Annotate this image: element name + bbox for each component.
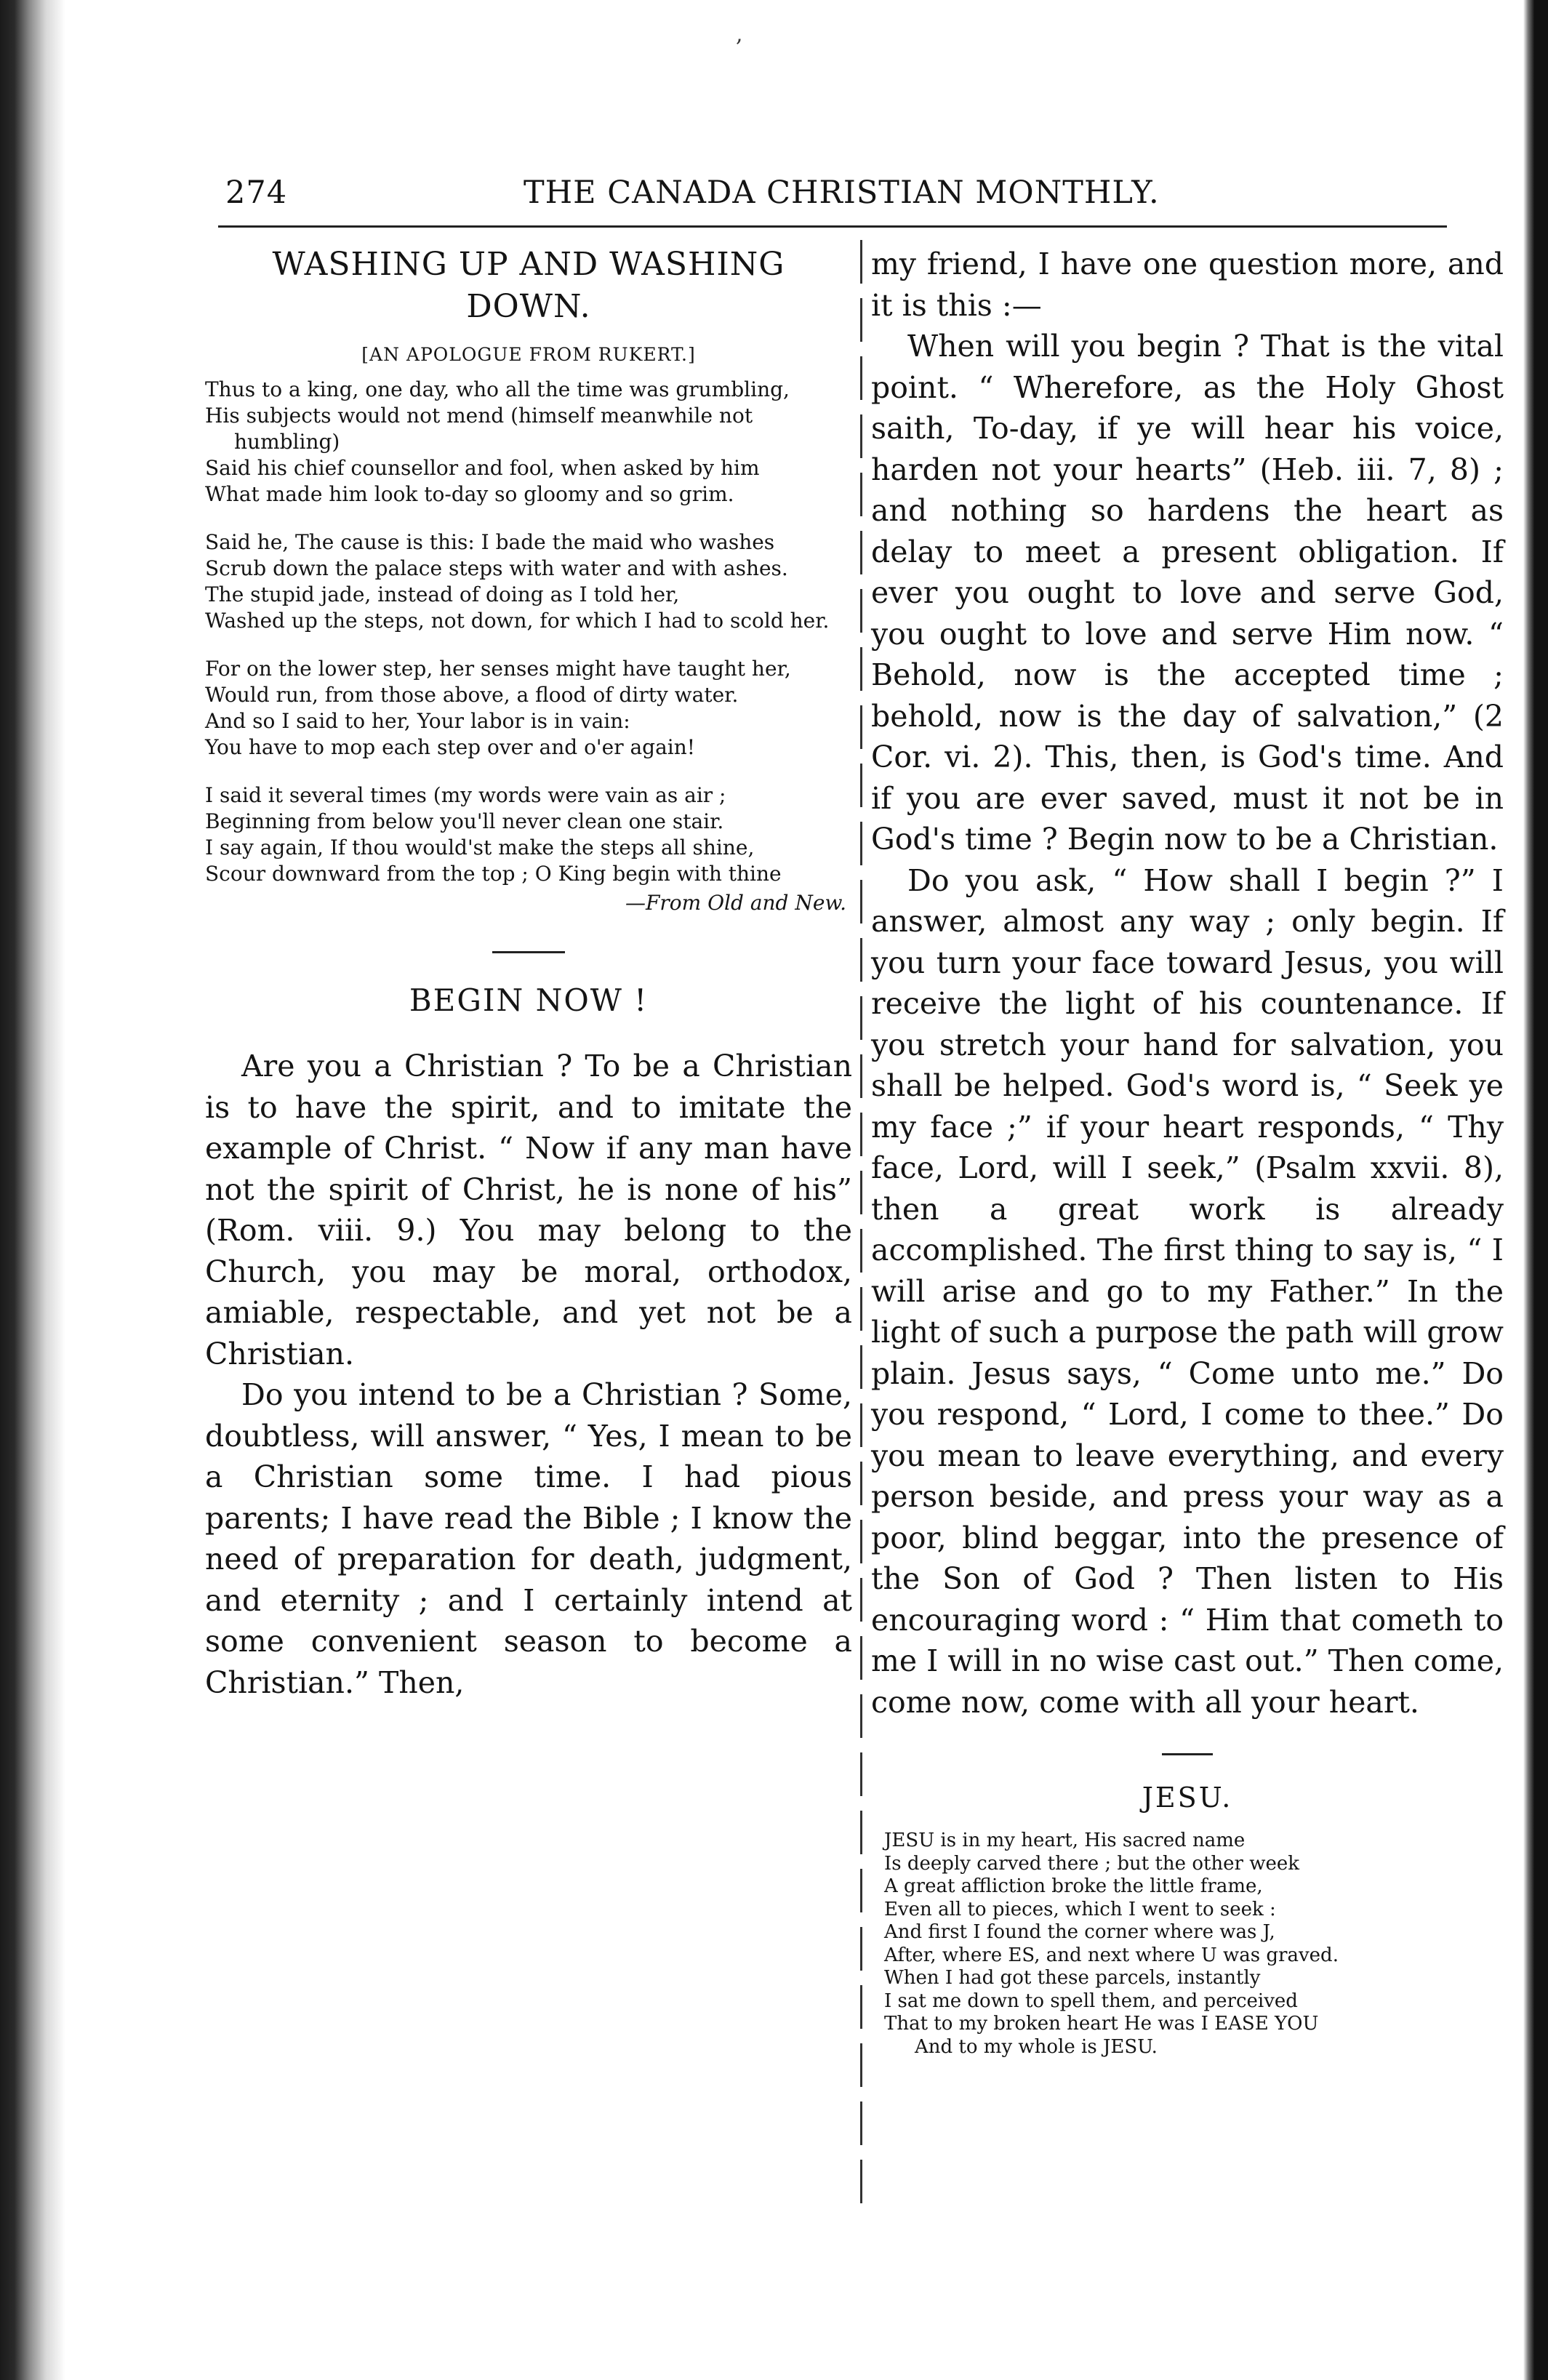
poem-line: What made him look to-day so gloomy and so grim.: [205, 482, 734, 506]
book-binding-shadow: [0, 0, 65, 2380]
right-column: [871, 244, 1504, 2059]
article-paragraph: Do you ask, “ How shall I begin ?” I answer, almost any way ; only begin. If you turn your face toward Jesus, you will receive the light of his countenance. If you stretch your hand for salvation, you shall be helped. God's word is, “ Seek ye my face ;” if your heart responds, “ Thy face, Lord, will I seek,” (Psalm xxvii. 8), then a great work is already accomplished. The first thing to say is, “ I will arise and go to my Father.” In the light of such a purpose the path will grow plain. Jesus says, “ Come unto me.” Do you respond, “ Lord, I come to thee.” Do you mean to leave everything, and every person beside, and press your way as a poor, blind beggar, into the presence of the Son of God ? Then listen to His encouraging word : “ Him that cometh to me I will in no wise cast out.” Then come, come now, come with all your heart.: [871, 862, 1504, 1720]
running-title: THE CANADA CHRISTIAN MONTHLY.: [524, 175, 1160, 211]
left-column: [205, 244, 852, 1703]
jesu-line: A great affliction broke the little frame,: [884, 1875, 1263, 1897]
poem-subtitle: [AN APOLOGUE FROM RUKERT.]: [361, 344, 696, 365]
poem-attribution: —From Old and New.: [625, 891, 846, 915]
poem-stanza-3: [205, 656, 852, 761]
jesu-line: Even all to pieces, which I went to seek :: [884, 1898, 1276, 1920]
poem-title: WASHING UP AND WASHING DOWN.: [272, 246, 785, 325]
stray-mark: ,: [736, 22, 743, 47]
poem-line: Washed up the steps, not down, for which I had to scold her.: [205, 609, 830, 633]
poem-line: His subjects would not mend (himself meanwhile not humbling): [205, 404, 753, 454]
poem-line: You have to mop each step over and o'er again!: [205, 735, 696, 759]
page-header: [225, 175, 1243, 218]
poem-line: The stupid jade, instead of doing as I told her,: [205, 582, 680, 606]
poem-line: I said it several times (my words were vain as air ;: [205, 783, 726, 807]
poem-line: Thus to a king, one day, who all the time was grumbling,: [205, 377, 790, 401]
jesu-line: And first I found the corner where was J,: [884, 1921, 1275, 1943]
poem-line: Would run, from those above, a flood of dirty water.: [205, 683, 739, 707]
header-rule: [218, 225, 1447, 228]
section-separator: [492, 951, 565, 953]
poem-line: I say again, If thou would'st make the steps all shine,: [205, 836, 755, 860]
jesu-title: JESU.: [1142, 1782, 1233, 1814]
page-number: 274: [225, 175, 288, 211]
poem-line: Beginning from below you'll never clean one stair.: [205, 809, 724, 833]
jesu-line: And to my whole is JESU.: [915, 2035, 1158, 2058]
article-title: BEGIN NOW !: [409, 982, 649, 1018]
poem-line: And so I said to her, Your labor is in vain:: [205, 709, 630, 733]
jesu-poem: [871, 1830, 1504, 2059]
article-paragraph: Are you a Christian ? To be a Christian is to have the spirit, and to imitate the example of Christ. “ Now if any man have not the spirit of Christ, he is none of his” (Rom. viii. 9.) You may belong to the Church, you may be moral, orthodox, amiable, respectable, and yet not be a Christian.: [205, 1049, 852, 1371]
poem-stanza-1: [205, 377, 852, 508]
article-paragraph: Do you intend to be a Christian ? Some, doubtless, will answer, “ Yes, I mean to be a Christian some time. I had pious parents; I have read the Bible ; I know the need of preparation for death, judgment, and eternity ; and I certainly intend at some convenient season to become a Christian.” Then,: [205, 1377, 852, 1700]
poem-line: Scour downward from the top ; O King begin with thine: [205, 862, 782, 886]
article-paragraph-continued: my friend, I have one question more, and it is this :—: [871, 247, 1504, 323]
poem-line: For on the lower step, her senses might have taught her,: [205, 657, 791, 681]
page-edge-shadow: [1523, 0, 1548, 2380]
article-paragraph: When will you begin ? That is the vital point. “ Wherefore, as the Holy Ghost saith, To-day, if ye will hear his voice, harden not your hearts” (Heb. iii. 7, 8) ; and nothing so hardens the heart as delay to meet a present obligation. If ever you ought to love and serve God, you ought to love and serve Him now. “ Behold, now is the accepted time ; behold, now is the day of salvation,” (2 Cor. vi. 2). This, then, is God's time. And if you are ever saved, must it not be in God's time ? Begin now to be a Christian.: [871, 329, 1504, 857]
jesu-line: Is deeply carved there ; but the other week: [884, 1852, 1300, 1875]
poem-line: Said he, The cause is this: I bade the maid who washes: [205, 530, 775, 554]
poem-line: Said his chief counsellor and fool, when asked by him: [205, 456, 760, 480]
jesu-line: That to my broken heart He was I EASE YOU: [884, 2013, 1319, 2035]
poem-stanza-2: [205, 529, 852, 634]
poem-stanza-4: [205, 782, 852, 887]
jesu-line: After, where ES, and next where U was graved.: [884, 1944, 1339, 1966]
jesu-line: JESU is in my heart, His sacred name: [884, 1830, 1246, 1851]
poem-line: Scrub down the palace steps with water and with ashes.: [205, 556, 788, 580]
column-divider: [860, 240, 862, 2203]
jesu-line: I sat me down to spell them, and perceived: [884, 1990, 1298, 2012]
section-separator: [1162, 1753, 1213, 1755]
jesu-line: When I had got these parcels, instantly: [884, 1967, 1261, 1989]
